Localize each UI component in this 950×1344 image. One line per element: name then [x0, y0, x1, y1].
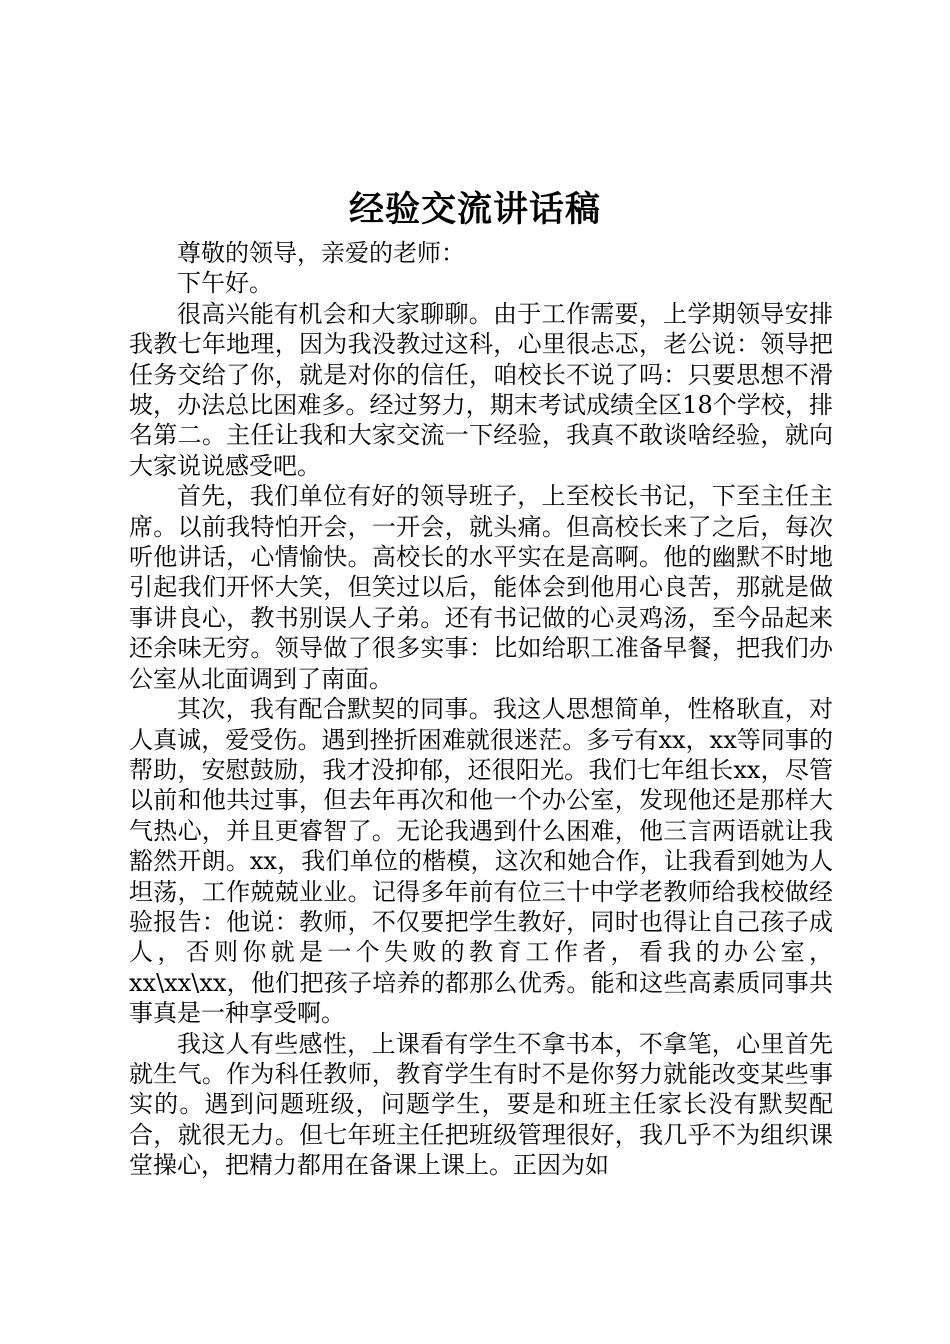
paragraph-intro: 很高兴能有机会和大家聊聊。由于工作需要，上学期领导安排我教七年地理，因为我没教过这科，心里很忐忑，老公说：领导把任务交给了你，就是对你的信任，咱校长不说了吗：只要思想不滑坡，办法总比困难多。经过努力，期末考试成绩全区18个学校，排名第二。主任让我和大家交流一下经验，我真不敢谈啥经验，就向大家说说感受吧。 — [129, 299, 833, 480]
paragraph-colleagues: 其次，我有配合默契的同事。我这人思想简单，性格耿直，对人真诚，爱受伤。遇到挫折困难就很迷茫。多亏有xx，xx等同事的帮助，安慰鼓励，我才没抑郁，还很阳光。我们七年组长xx，尽管以前和他共过事，但去年再次和他一个办公室，发现他还是那样大气热心，并且更睿智了。无论我遇到什么困难，他三言两语就让我豁然开朗。xx，我们单位的楷模，这次和她合作，让我看到她为人坦荡，工作兢兢业业。记得多年前有位三十中学老教师给我校做经验报告：他说：教师，不仅要把学生教好，同时也得让自己孩子成人，否则你就是一个失败的教育工作者，看我的办公室，xx\xx\xx，他们把孩子培养的都那么优秀。能和这些高素质同事共事真是一种享受啊。 — [129, 695, 833, 1028]
document-body — [129, 238, 833, 1181]
greeting: 下午好。 — [177, 269, 273, 298]
paragraph-teaching: 我这人有些感性，上课看有学生不拿书本，不拿笔，心里首先就生气。作为科任教师，教育学生有时不是你努力就能改变某些事实的。遇到问题班级，问题学生，要是和班主任家长没有默契配合，就很无力。但七年班主任把班级管理很好，我几乎不为组织课堂操心，把精力都用在备课上课上。正因为如 — [129, 1029, 833, 1180]
document-title: 经验交流讲话稿 — [348, 189, 601, 230]
paragraph-leadership: 首先，我们单位有好的领导班子，上至校长书记，下至主任主席。以前我特怕开会，一开会，就头痛。但高校长来了之后，每次听他讲话，心情愉快。高校长的水平实在是高啊。他的幽默不时地引起我们开怀大笑，但笑过以后，能体会到他用心良苦，那就是做事讲良心，教书别误人子弟。还有书记做的心灵鸡汤，至今品起来还余味无穷。领导做了很多实事：比如给职工准备早餐，把我们办公室从北面调到了南面。 — [129, 482, 833, 693]
salutation: 尊敬的领导，亲爱的老师： — [177, 239, 465, 267]
